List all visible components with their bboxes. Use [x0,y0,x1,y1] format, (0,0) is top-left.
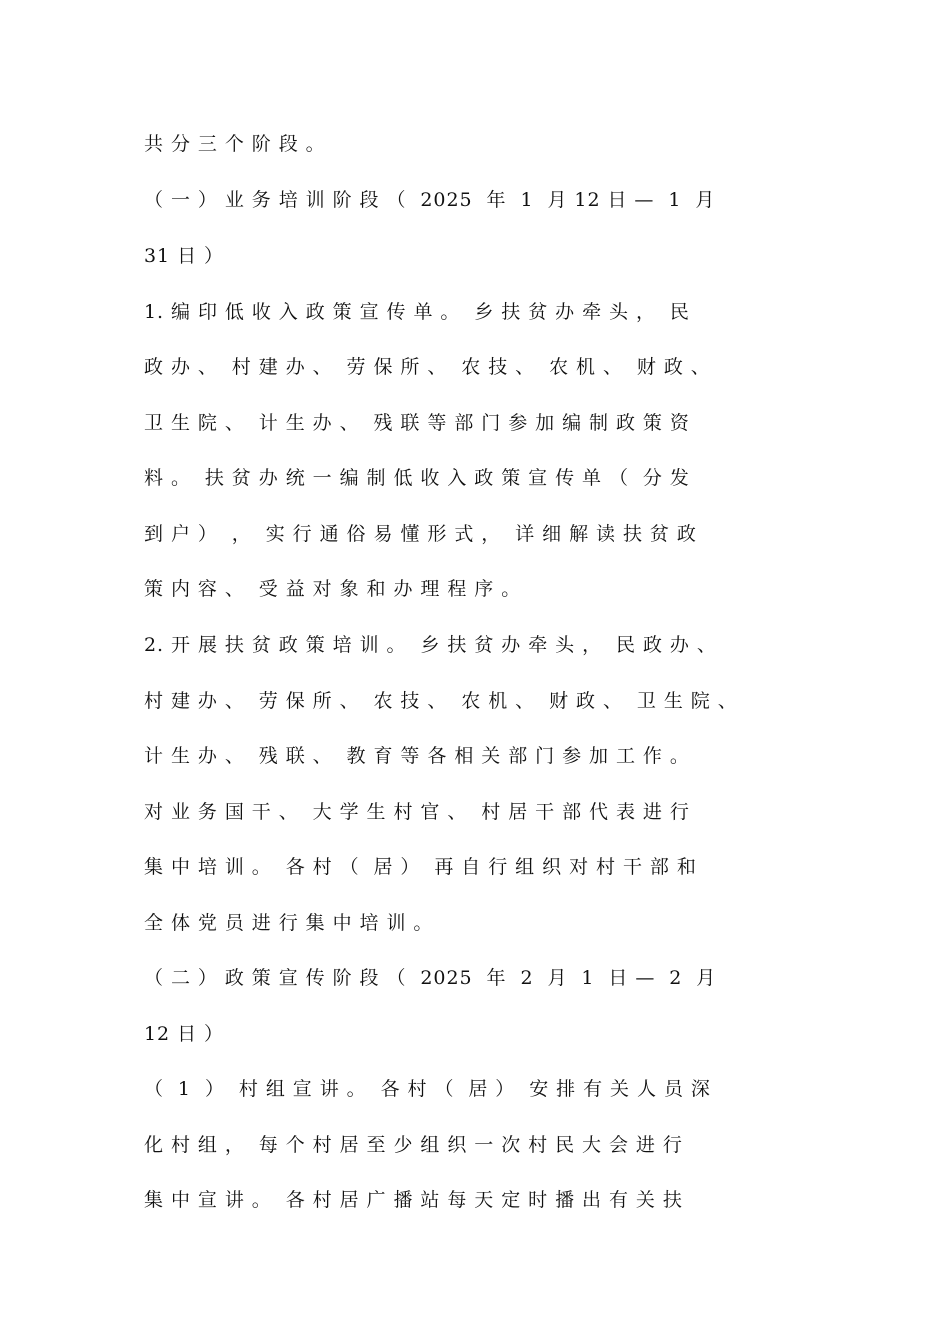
text-line: 共 分 三 个 阶 段 。 [144,133,326,155]
paragraph-line: 策 内 容 、 受 益 对 象 和 办 理 程 序 。 [144,578,522,600]
paragraph-line: 2. 开 展 扶 贫 政 策 培 训 。 乡 扶 贫 办 牵 头 ， 民 政 办 、 [144,634,717,656]
paragraph-line: （ 1 ） 村 组 宣 讲 。 各 村 （ 居 ） 安 排 有 关 人 员 深 [144,1078,711,1100]
paragraph-line: 集 中 培 训 。 各 村 （ 居 ） 再 自 行 组 织 对 村 干 部 和 [144,856,697,878]
paragraph-line: 全 体 党 员 进 行 集 中 培 训 。 [144,912,434,934]
paragraph-line: 料 。 扶 贫 办 统 一 编 制 低 收 入 政 策 宣 传 单 （ 分 发 [144,467,690,489]
section-heading-cont: 31 日 ） [144,245,224,267]
paragraph-line: 村 建 办 、 劳 保 所 、 农 技 、 农 机 、 财 政 、 卫 生 院 、 [144,690,738,712]
paragraph-line: 集 中 宣 讲 。 各 村 居 广 播 站 每 天 定 时 播 出 有 关 扶 [144,1189,683,1211]
paragraph-line: 政 办 、 村 建 办 、 劳 保 所 、 农 技 、 农 机 、 财 政 、 [144,356,711,378]
section-heading: （ 一 ） 业 务 培 训 阶 段 （ 2025 年 1 月 12 日 — 1 月 [144,189,716,211]
paragraph-line: 到 户 ） ， 实 行 通 俗 易 懂 形 式 ， 详 细 解 读 扶 贫 政 [144,523,697,545]
paragraph-line: 计 生 办 、 残 联 、 教 育 等 各 相 关 部 门 参 加 工 作 。 [144,745,690,767]
paragraph-line: 1. 编 印 低 收 入 政 策 宣 传 单 。 乡 扶 贫 办 牵 头 ， 民 [144,301,690,323]
section-heading: （ 二 ） 政 策 宣 传 阶 段 （ 2025 年 2 月 1 日 — 2 月 [144,967,717,989]
paragraph-line: 卫 生 院 、 计 生 办 、 残 联 等 部 门 参 加 编 制 政 策 资 [144,412,690,434]
paragraph-line: 对 业 务 国 干 、 大 学 生 村 官 、 村 居 干 部 代 表 进 行 [144,801,690,823]
paragraph-line: 化 村 组 ， 每 个 村 居 至 少 组 织 一 次 村 民 大 会 进 行 [144,1134,683,1156]
section-heading-cont: 12 日 ） [144,1023,224,1045]
